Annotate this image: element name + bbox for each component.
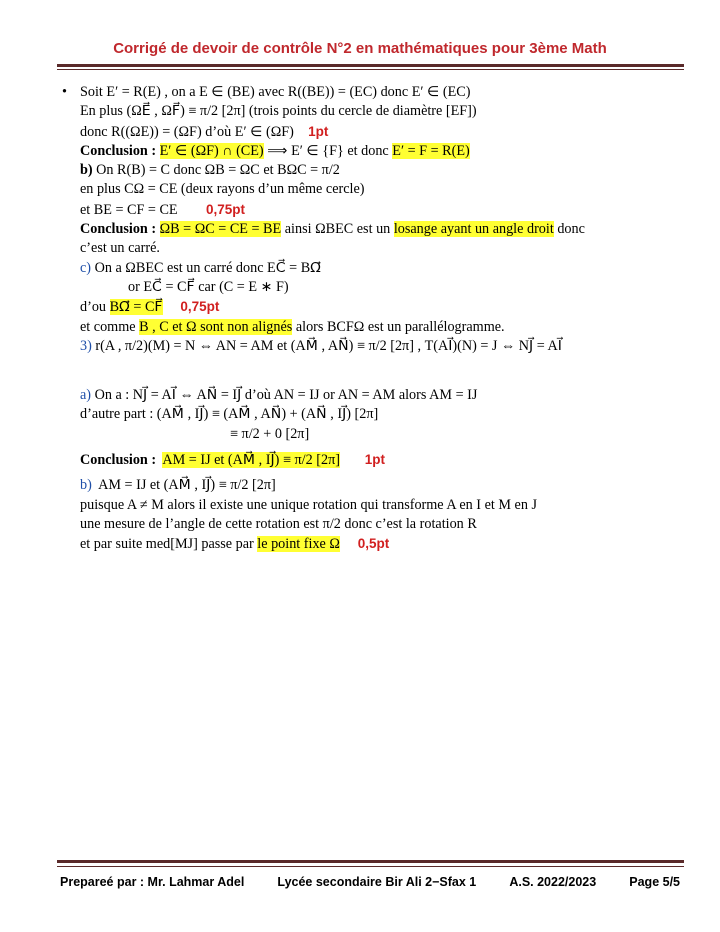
page-number: Page 5/5 xyxy=(629,875,680,889)
line-16: d’autre part : (AM⃗ , IJ⃗) ≡ (AM⃗ , AN⃗) + (AN⃗ , IJ⃗) [2π] xyxy=(80,406,379,423)
header-rule xyxy=(57,64,684,67)
score-badge: 0,5pt xyxy=(357,536,390,552)
header-rule-thin xyxy=(57,69,684,70)
correction-body xyxy=(62,83,680,555)
line-13: et comme B , C et Ω sont non alignés alors BCFΩ est un parallélogramme. xyxy=(80,318,505,335)
bullet-icon: • xyxy=(62,84,67,100)
line-1: • Soit E′ = R(E) , on a E ∈ (BE) avec R((BE)) = (EC) donc E′ ∈ (EC) xyxy=(80,83,680,102)
line-5: b) On R(B) = C donc ΩB = ΩC et BΩC = π/2 xyxy=(80,162,340,179)
part-label-b: b) xyxy=(80,162,93,179)
score-badge: 1pt xyxy=(308,123,329,139)
line-3: donc R((ΩE)) = (ΩF) d’où E′ ∈ (ΩF) 1pt xyxy=(80,123,329,140)
part-label-c: c) xyxy=(80,259,92,276)
conclusion-label: Conclusion : xyxy=(80,452,157,469)
line-15: a) On a : NJ⃗ = AI⃗ ⇔ AN⃗ = IJ⃗ d’où AN = IJ or AN = AM alors AM = IJ xyxy=(80,387,478,404)
conclusion-label: Conclusion : xyxy=(80,221,157,238)
line-21: une mesure de l’angle de cette rotation est π/2 donc c’est la rotation R xyxy=(80,515,477,532)
line-20: puisque A ≠ M alors il existe une unique rotation qui transforme A en I et M en J xyxy=(80,496,537,513)
footer-rule xyxy=(57,860,684,863)
line-11: or EC⃗ = CF⃗ car (C = E ∗ F) xyxy=(128,278,289,295)
page-title: Corrigé de devoir de contrôle N°2 en mathématiques pour 3ème Math xyxy=(113,40,607,57)
score-badge: 0,75pt xyxy=(180,299,220,315)
conclusion-label: Conclusion : xyxy=(80,142,157,159)
line-22: et par suite med[MJ] passe par le point fixe Ω 0,5pt xyxy=(80,536,390,553)
line-4: Conclusion : E′ ∈ (ΩF) ∩ (CE) ⟹ E′ ∈ {F} et donc E′ = F = R(E) xyxy=(80,142,470,159)
line-10: c) On a ΩBEC est un carré donc EC⃗ = BΩ⃗ xyxy=(80,259,322,276)
footer-author: Prepareé par : Mr. Lahmar Adel xyxy=(60,875,245,889)
footer-year: A.S. 2022/2023 xyxy=(509,875,597,889)
part-label-a: a) xyxy=(80,387,92,404)
footer xyxy=(60,875,680,889)
footer-school: Lycée secondaire Bir Ali 2−Sfax 1 xyxy=(277,875,477,889)
score-badge: 0,75pt xyxy=(205,201,245,217)
line-18: Conclusion : AM = IJ et (AM⃗ , IJ⃗) ≡ π/2 [2π] 1pt xyxy=(80,452,386,469)
line-7: et BE = CF = CE 0,75pt xyxy=(80,201,245,218)
score-badge: 1pt xyxy=(364,452,386,468)
line-9: c’est un carré. xyxy=(80,240,160,257)
line-17: ≡ π/2 + 0 [2π] xyxy=(230,425,310,442)
part-label-b2: b) xyxy=(80,477,92,494)
line-6: en plus CΩ = CE (deux rayons d’un même cercle) xyxy=(80,181,365,198)
line-12: d’ou BΩ⃗ = CF⃗ 0,75pt xyxy=(80,299,220,316)
part-label-3: 3) xyxy=(80,337,92,354)
line-8: Conclusion : ΩB = ΩC = CE = BE ainsi ΩBEC est un losange ayant un angle droit donc xyxy=(80,221,585,238)
footer-rule-thin xyxy=(57,866,684,867)
line-2: En plus (ΩE⃗ , ΩF⃗) ≡ π/2 [2π] (trois points du cercle de diamètre [EF]) xyxy=(80,103,477,120)
line-14: 3) r(A , π/2)(M) = N ⇔ AN = AM et (AM⃗ , AN⃗) ≡ π/2 [2π] , T(AI⃗)(N) = J ⇔ NJ⃗ = AI⃗ xyxy=(80,337,562,354)
line-19: b) AM = IJ et (AM⃗ , IJ⃗) ≡ π/2 [2π] xyxy=(80,477,276,494)
